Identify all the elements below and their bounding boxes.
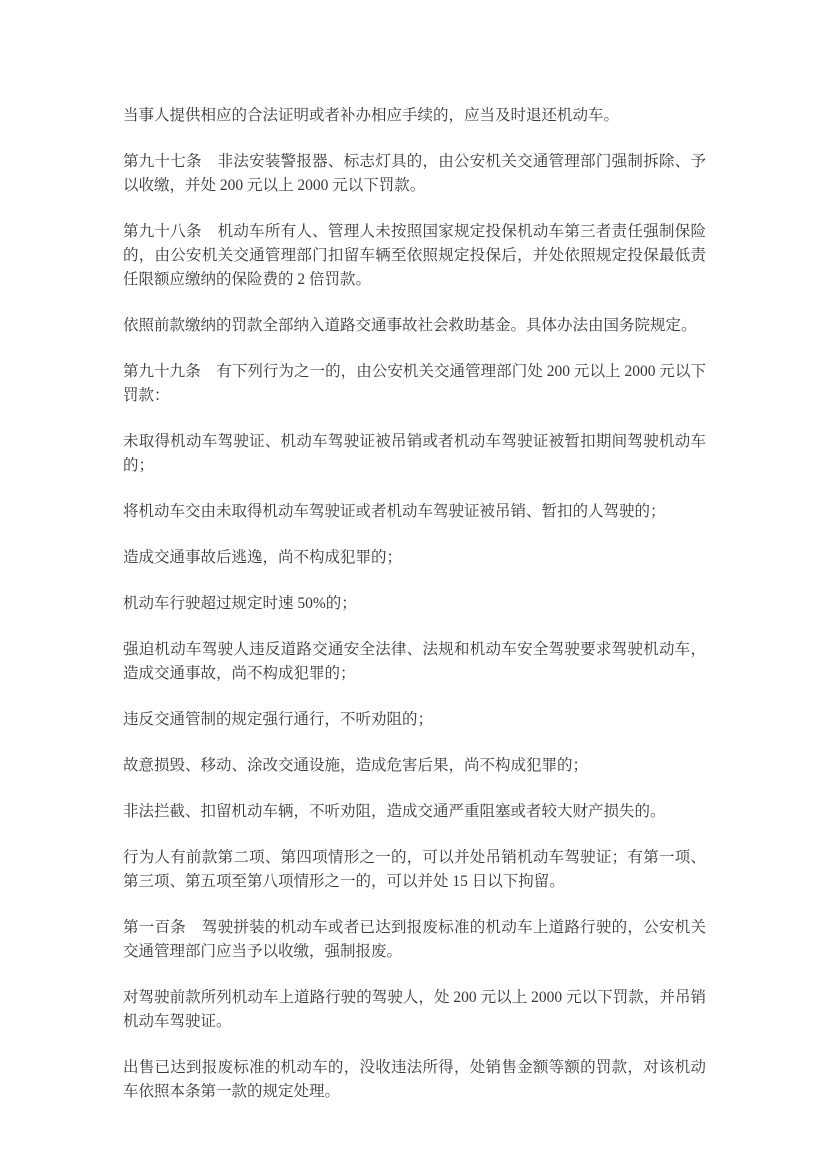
paragraph-article-99-item-5: 强迫机动车驾驶人违反道路交通安全法律、法规和机动车安全驾驶要求驾驶机动车，造成交通事故，尚不构成犯罪的； bbox=[123, 641, 706, 682]
paragraph-article-99-item-1: 未取得机动车驾驶证、机动车驾驶证被吊销或者机动车驾驶证被暂扣期间驾驶机动车的； bbox=[123, 433, 706, 474]
paragraph-article-99-item-3: 造成交通事故后逃逸，尚不构成犯罪的； bbox=[123, 549, 403, 566]
paragraph-article-98: 第九十八条 机动车所有人、管理人未按照国家规定投保机动车第三者责任强制保险的，由公安机关交通管理部门扣留车辆至依照规定投保后，并处依照规定投保最低责任限额应缴纳的保险费的 2 倍罚款。 bbox=[123, 223, 706, 288]
paragraph-return-vehicle: 当事人提供相应的合法证明或者补办相应手续的，应当及时退还机动车。 bbox=[123, 107, 620, 124]
paragraph-article-100-clause-2: 对驾驶前款所列机动车上道路行驶的驾驶人，处 200 元以上 2000 元以下罚款，并吊销机动车驾驶证。 bbox=[123, 989, 706, 1030]
paragraph-article-99-intro: 第九十九条 有下列行为之一的，由公安机关交通管理部门处 200 元以上 2000 元以下罚款： bbox=[123, 363, 706, 404]
paragraph-article-97: 第九十七条 非法安装警报器、标志灯具的，由公安机关交通管理部门强制拆除、予以收缴，并处 200 元以上 2000 元以下罚款。 bbox=[123, 153, 706, 194]
paragraph-article-99-item-8: 非法拦截、扣留机动车辆，不听劝阻，造成交通严重阻塞或者较大财产损失的。 bbox=[123, 803, 666, 820]
paragraph-article-100: 第一百条 驾驶拼装的机动车或者已达到报废标准的机动车上道路行驶的，公安机关交通管理部门应当予以收缴，强制报废。 bbox=[123, 919, 706, 960]
paragraph-article-100-clause-3: 出售已达到报废标准的机动车的，没收违法所得，处销售金额等额的罚款，对该机动车依照本条第一款的规定处理。 bbox=[123, 1059, 706, 1100]
paragraph-article-99-item-7: 故意损毁、移动、涂改交通设施，造成危害后果，尚不构成犯罪的； bbox=[123, 757, 589, 774]
paragraph-article-99-item-6: 违反交通管制的规定强行通行，不听劝阻的； bbox=[123, 711, 434, 728]
paragraph-article-99-item-2: 将机动车交由未取得机动车驾驶证或者机动车驾驶证被吊销、暂扣的人驾驶的； bbox=[123, 503, 666, 520]
paragraph-article-99-penalty: 行为人有前款第二项、第四项情形之一的，可以并处吊销机动车驾驶证；有第一项、第三项、第五项至第八项情形之一的，可以并处 15 日以下拘留。 bbox=[123, 849, 706, 890]
paragraph-article-99-item-4: 机动车行驶超过规定时速 50%的； bbox=[123, 595, 357, 612]
paragraph-article-98-clause-2: 依照前款缴纳的罚款全部纳入道路交通事故社会救助基金。具体办法由国务院规定。 bbox=[123, 317, 697, 334]
